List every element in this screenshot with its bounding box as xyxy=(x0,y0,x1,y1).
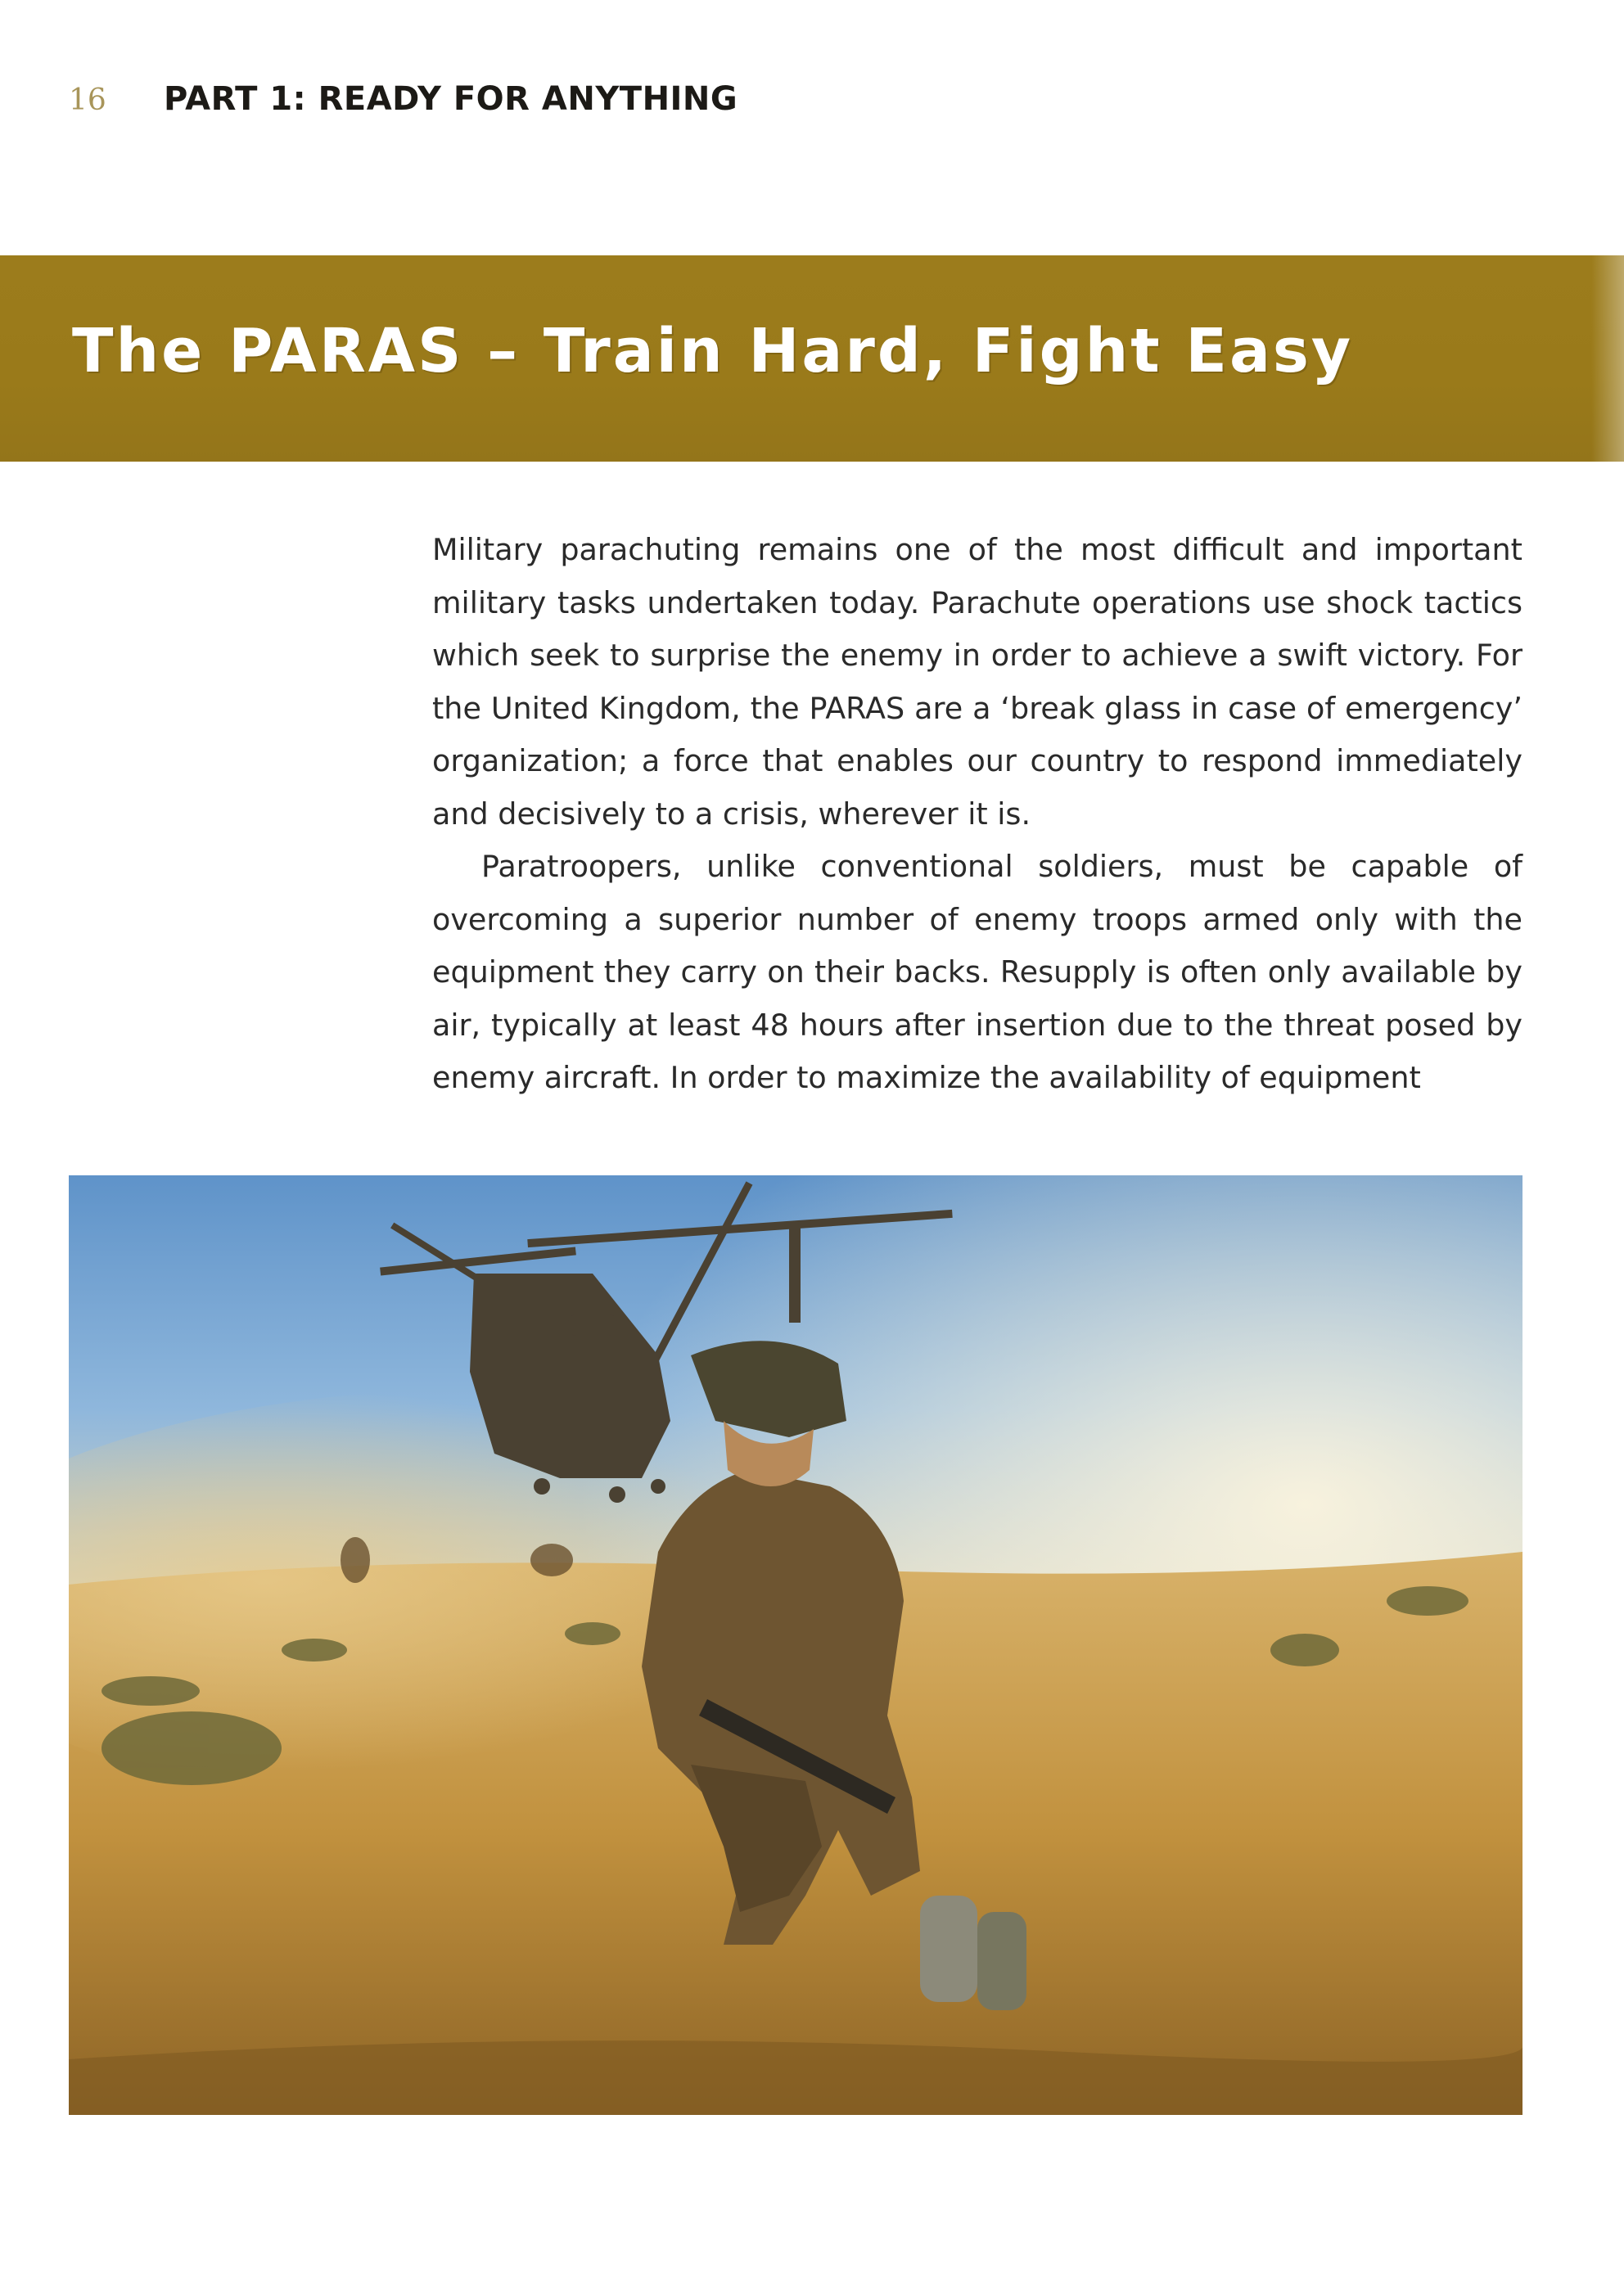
body-text xyxy=(432,524,1522,1105)
body-paragraph: Military parachuting remains one of the most difficult and important military tasks undertaken today. Parachute operations use shock tactics which seek to surprise the enemy in order to achieve a swift victory. For the United Kingdom, the PARAS are a ‘break glass in case of emergency’ organization; a force that enables our country to respond immediately and decisively to a crisis, wherever it is. xyxy=(432,532,1522,832)
page-number: 16 xyxy=(69,83,106,117)
section-label: PART 1: READY FOR ANYTHING xyxy=(164,80,738,118)
running-head xyxy=(69,80,738,121)
body-paragraph: Paratroopers, unlike conventional soldiers, must be capable of overcoming a superior number of enemy troops armed only with the equipment they carry on their backs. Resupply is often only available by air, typically at least 48 hours after insertion due to the threat posed by enemy aircraft. In order to maximize the availability of equipment xyxy=(432,849,1522,1095)
photo-soldier-helicopter xyxy=(69,1175,1522,2115)
chapter-title: The PARAS – Train Hard, Fight Easy xyxy=(72,316,1354,386)
